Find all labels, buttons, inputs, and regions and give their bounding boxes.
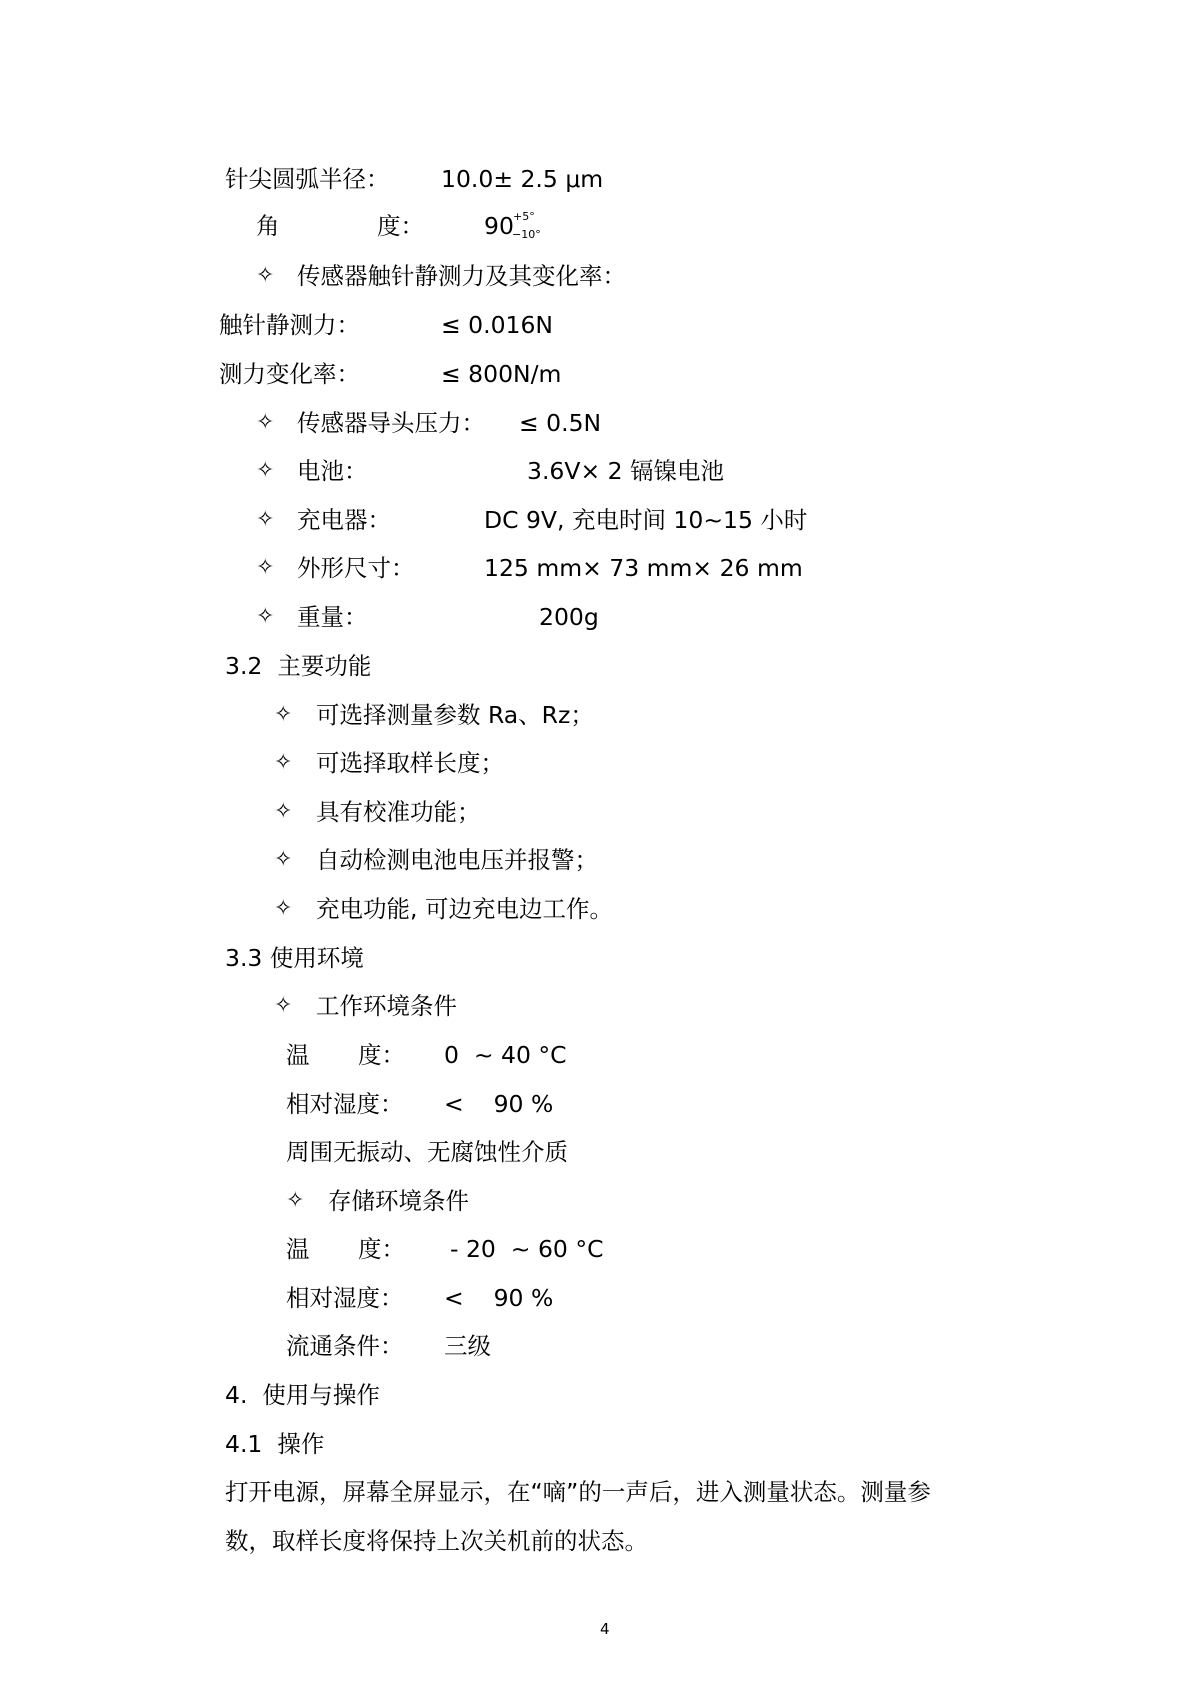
bullet-icon: ✧	[286, 1188, 305, 1213]
battery-label: 电池：	[297, 457, 368, 485]
storage-temp-label-a: 温	[286, 1235, 310, 1263]
bullet-icon: ✧	[256, 555, 275, 580]
angle-label-b: 度：	[377, 212, 424, 240]
guide-pressure-label: 传感器导头压力：	[297, 409, 485, 437]
operation-paragraph-line1: 打开电源，屏幕全屏显示，在“嘀”的一声后，进入测量状态。测量参	[225, 1478, 931, 1506]
page-number: 4	[600, 1620, 610, 1638]
work-environment-note: 周围无振动、无腐蚀性介质	[286, 1138, 568, 1166]
bullet-icon: ✧	[274, 896, 293, 921]
circulation-label: 流通条件：	[286, 1332, 404, 1360]
bullet-icon: ✧	[274, 799, 293, 824]
circulation-value: 三级	[444, 1332, 491, 1360]
work-temp-label-b: 度：	[358, 1041, 405, 1069]
storage-temp-label-b: 度：	[358, 1235, 405, 1263]
bullet-icon: ✧	[256, 507, 275, 532]
tip-radius-label: 针尖圆弧半径：	[225, 165, 390, 193]
storage-humidity-value: < 90 %	[444, 1284, 554, 1312]
bullet-icon: ✧	[274, 750, 293, 775]
storage-environment-heading: 存储环境条件	[328, 1187, 469, 1215]
operation-heading: 4.1 操作	[225, 1430, 325, 1458]
usage-heading: 4. 使用与操作	[225, 1381, 380, 1409]
weight-value: 200g	[539, 603, 599, 631]
angle-label-a: 角	[256, 212, 280, 240]
functions-heading: 3.2 主要功能	[225, 652, 372, 680]
static-force-label: 触针静测力：	[219, 311, 360, 339]
angle-upper-tolerance: +5°	[513, 210, 535, 223]
work-humidity-value: < 90 %	[444, 1090, 554, 1118]
bullet-icon: ✧	[274, 993, 293, 1018]
bullet-icon: ✧	[274, 702, 293, 727]
angle-value: 90	[484, 212, 514, 240]
work-environment-heading: 工作环境条件	[316, 992, 457, 1020]
tip-radius-value: 10.0± 2.5 μm	[441, 165, 604, 193]
operation-paragraph-line2: 数，取样长度将保持上次关机前的状态。	[225, 1527, 648, 1555]
storage-temp-value: - 20 ~ 60 °C	[450, 1235, 604, 1263]
dimensions-value: 125 mm× 73 mm× 26 mm	[484, 554, 803, 582]
guide-pressure-value: ≤ 0.5N	[519, 409, 602, 437]
function-item: 具有校准功能；	[316, 798, 481, 826]
work-humidity-label: 相对湿度：	[286, 1090, 404, 1118]
charger-value: DC 9V, 充电时间 10~15 小时	[484, 506, 808, 534]
dimensions-label: 外形尺寸：	[297, 554, 415, 582]
charger-label: 充电器：	[297, 506, 391, 534]
bullet-icon: ✧	[256, 604, 275, 629]
bullet-icon: ✧	[256, 410, 275, 435]
function-item: 充电功能, 可边充电边工作。	[316, 895, 613, 923]
storage-humidity-label: 相对湿度：	[286, 1284, 404, 1312]
force-rate-label: 测力变化率：	[219, 360, 360, 388]
work-temp-value: 0 ~ 40 °C	[444, 1041, 567, 1069]
work-temp-label-a: 温	[286, 1041, 310, 1069]
weight-label: 重量：	[297, 603, 368, 631]
function-item: 可选择测量参数 Ra、Rz；	[316, 701, 594, 729]
angle-lower-tolerance: −10°	[512, 228, 541, 241]
battery-value: 3.6V× 2 镉镍电池	[527, 457, 725, 485]
bullet-icon: ✧	[274, 847, 293, 872]
function-item: 自动检测电池电压并报警；	[316, 846, 598, 874]
static-force-heading: 传感器触针静测力及其变化率：	[297, 262, 626, 290]
static-force-value: ≤ 0.016N	[441, 311, 554, 339]
bullet-icon: ✧	[256, 458, 275, 483]
bullet-icon: ✧	[256, 263, 275, 288]
function-item: 可选择取样长度；	[316, 749, 504, 777]
environment-heading: 3.3 使用环境	[225, 944, 364, 972]
force-rate-value: ≤ 800N/m	[441, 360, 562, 388]
